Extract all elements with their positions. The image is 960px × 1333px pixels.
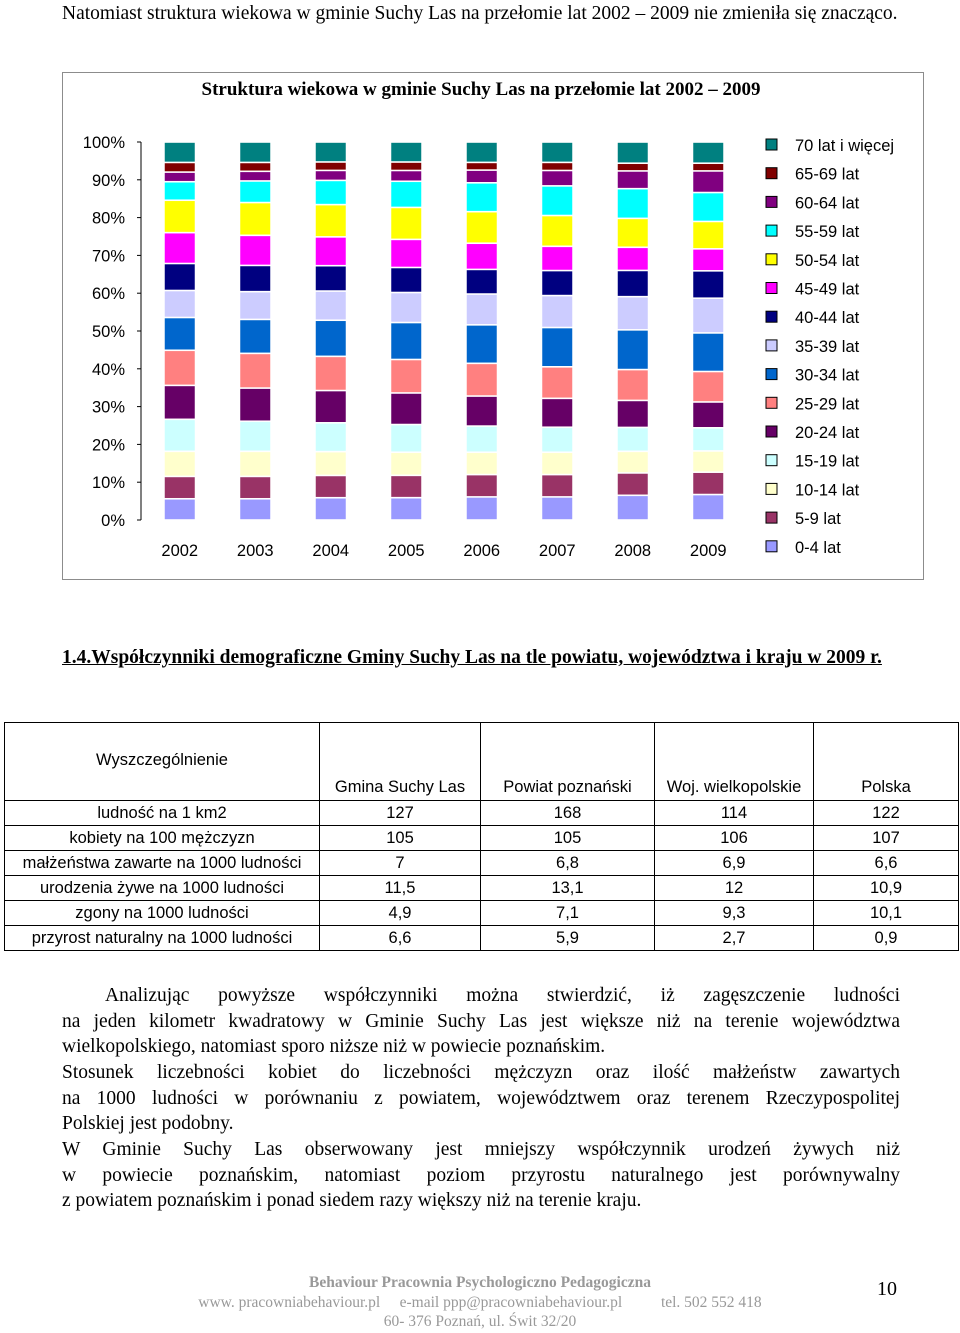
bar-segment: [693, 272, 723, 298]
legend-swatch: [766, 369, 777, 380]
paragraph-line: Stosunek liczebności kobiet do liczebności mężczyzn oraz ilość małżeństw zawartych: [62, 1062, 900, 1083]
bar-segment: [693, 372, 723, 401]
x-tick-label: 2003: [236, 542, 274, 560]
paragraph-line: Polskiej jest podobny.: [62, 1113, 234, 1135]
header-polska: Polska: [814, 723, 959, 801]
table-cell: 7,1: [481, 901, 655, 926]
bar-segment: [165, 201, 195, 232]
table-cell: 107: [814, 826, 959, 851]
bar-segment: [542, 475, 572, 496]
table-row: [5, 876, 959, 901]
bar-segment: [467, 397, 497, 425]
table-cell: 105: [320, 826, 481, 851]
bar-segment: [693, 334, 723, 371]
bar-segment: [542, 247, 572, 270]
chart-title: Struktura wiekowa w gminie Suchy Las na przełomie lat 2002 – 2009: [201, 79, 761, 100]
y-tick-label: 10%: [91, 474, 125, 493]
bar-segment: [391, 425, 421, 451]
bar-segment: [316, 181, 346, 204]
row-label: ludność na 1 km2: [5, 801, 320, 826]
bar-segment: [391, 143, 421, 161]
legend-swatch: [766, 225, 777, 236]
legend-swatch: [766, 283, 777, 294]
bar-segment: [618, 428, 648, 450]
legend-label: 70 lat i więcej: [795, 137, 895, 155]
bar-segment: [693, 250, 723, 270]
bar-segment: [467, 326, 497, 363]
bar-segment: [618, 297, 648, 329]
bar-segment: [467, 244, 497, 269]
x-tick-label: 2008: [614, 542, 652, 560]
bar-segment: [165, 500, 195, 520]
legend-swatch: [766, 311, 777, 322]
legend-label: 0-4 lat: [795, 538, 841, 557]
bar-segment: [618, 496, 648, 519]
table-cell: 114: [655, 801, 814, 826]
legend-label: 20-24 lat: [795, 424, 860, 442]
legend-swatch: [766, 426, 777, 437]
table-cell: 10,9: [814, 876, 959, 901]
bar-segment: [316, 163, 346, 170]
bar-segment: [618, 401, 648, 426]
table-cell: 2,7: [655, 926, 814, 951]
bar-segment: [240, 477, 270, 498]
legend-swatch: [766, 483, 777, 494]
bar-segment: [618, 248, 648, 270]
bar-segment: [165, 291, 195, 316]
paragraph-line: na 1000 ludności w porównaniu z powiatem, województwem oraz terenem Rzeczypospolitej: [62, 1087, 900, 1109]
table-row: [5, 851, 959, 876]
bar-segment: [240, 182, 270, 202]
bar-segment: [391, 498, 421, 519]
bar-segment: [165, 420, 195, 450]
bar-segment: [693, 452, 723, 472]
bar-segment: [316, 238, 346, 265]
table-cell: 6,9: [655, 851, 814, 876]
bar-segment: [316, 357, 346, 390]
bar-segment: [693, 172, 723, 192]
y-tick-label: 40%: [91, 360, 125, 379]
bar-segment: [542, 428, 572, 451]
bar-segment: [316, 266, 346, 290]
table-cell: 106: [655, 826, 814, 851]
footer-address: 60- 376 Poznań, ul. Świt 32/20: [383, 1313, 577, 1330]
legend-swatch: [766, 254, 777, 265]
x-tick-label: 2006: [463, 542, 501, 560]
bar-segment: [542, 271, 572, 294]
legend-swatch: [766, 541, 777, 552]
legend-label: 40-44 lat: [795, 309, 860, 328]
bar-segment: [467, 184, 497, 211]
paragraph-1: [62, 983, 900, 1060]
bar-segment: [542, 498, 572, 519]
bar-segment: [165, 452, 195, 475]
bar-segment: [542, 328, 572, 366]
bar-segment: [316, 452, 346, 474]
bar-segment: [240, 354, 270, 387]
table-cell: 11,5: [320, 876, 481, 901]
bar-segment: [316, 424, 346, 451]
paragraph-line: w powiecie poznańskim, natomiast poziom przyrostu naturalnego jest porównywalny: [62, 1164, 900, 1186]
bar-segment: [618, 189, 648, 217]
row-label: przyrost naturalny na 1000 ludności: [5, 926, 320, 951]
paragraph-line: Analizując powyższe współczynniki można stwierdzić, iż zagęszczenie ludności: [105, 985, 900, 1006]
bar-segment: [165, 477, 195, 498]
y-tick-label: 70%: [91, 247, 125, 266]
table-cell: 105: [481, 826, 655, 851]
bar-segment: [618, 172, 648, 188]
bar-segment: [693, 495, 723, 519]
x-tick-label: 2009: [689, 542, 727, 560]
bar-segment: [165, 233, 195, 262]
bar-segment: [467, 143, 497, 162]
table-cell: 10,1: [814, 901, 959, 926]
bar-segment: [316, 205, 346, 236]
bar-segment: [542, 296, 572, 326]
bar-segment: [240, 500, 270, 520]
bar-segment: [542, 216, 572, 245]
legend-label: 10-14 lat: [795, 481, 860, 500]
table-header-row: [5, 723, 959, 801]
bar-segment: [391, 171, 421, 180]
page-number: 10: [877, 1278, 897, 1300]
bar-segment: [391, 208, 421, 238]
bar-segment: [240, 143, 270, 162]
table-cell: 6,8: [481, 851, 655, 876]
table-row: [5, 901, 959, 926]
bar-segment: [316, 171, 346, 179]
table-cell: 122: [814, 801, 959, 826]
bar-segment: [542, 171, 572, 185]
bar-segment: [467, 364, 497, 395]
bar-segment: [165, 386, 195, 418]
bar-segment: [618, 143, 648, 163]
bar-segment: [240, 422, 270, 450]
table-row: [5, 801, 959, 826]
bar-segment: [618, 474, 648, 495]
y-tick-label: 0%: [101, 512, 125, 530]
bar-segment: [693, 429, 723, 451]
bar-segment: [240, 172, 270, 180]
bar-segment: [693, 164, 723, 170]
bar-segment: [165, 173, 195, 181]
bar-segment: [165, 183, 195, 200]
legend-label: 5-9 lat: [795, 510, 841, 529]
bar-segment: [391, 293, 421, 321]
bar-segment: [542, 187, 572, 215]
y-tick-label: 50%: [91, 323, 125, 341]
footer-org: Behaviour Pracownia Psychologiczno Pedagogiczna: [309, 1274, 651, 1291]
table-cell: 127: [320, 801, 481, 826]
bar-segment: [467, 163, 497, 169]
x-tick-label: 2004: [312, 542, 350, 560]
bar-segment: [240, 320, 270, 352]
bar-segment: [391, 268, 421, 291]
bar-segment: [467, 270, 497, 293]
bar-segment: [467, 212, 497, 242]
header-gmina: Gmina Suchy Las: [320, 723, 481, 801]
bar-segment: [240, 266, 270, 291]
bar-segment: [316, 292, 346, 320]
bar-segment: [391, 453, 421, 474]
header-wojewodztwo: Woj. wielkopolskie: [655, 723, 814, 801]
row-label: urodzenia żywe na 1000 ludności: [5, 876, 320, 901]
legend-swatch: [766, 455, 777, 466]
legend-swatch: [766, 139, 777, 150]
y-tick-label: 80%: [91, 209, 125, 228]
chart-canvas: [63, 73, 923, 579]
table-cell: 7: [320, 851, 481, 876]
legend-label: 55-59 lat: [795, 223, 860, 242]
table-cell: 0,9: [814, 926, 959, 951]
row-label: małżeństwa zawarte na 1000 ludności: [5, 851, 320, 876]
legend-label: 50-54 lat: [795, 251, 860, 270]
bar-segment: [693, 403, 723, 427]
header-wyszczegolnienie: Wyszczególnienie: [5, 723, 320, 801]
bar-segment: [467, 171, 497, 182]
bar-segment: [391, 476, 421, 497]
bar-segment: [165, 163, 195, 171]
y-tick-label: 90%: [91, 171, 125, 190]
y-tick-label: 30%: [91, 398, 125, 417]
paragraph-line: z powiatem poznańskim i ponad siedem razy większy niż na terenie kraju.: [62, 1190, 642, 1212]
table-cell: 6,6: [814, 851, 959, 876]
bar-segment: [693, 299, 723, 332]
legend-label: 60-64 lat: [795, 194, 860, 213]
row-label: kobiety na 100 mężczyzn: [5, 826, 320, 851]
bar-segment: [316, 143, 346, 161]
bar-segment: [316, 476, 346, 497]
bar-segment: [391, 360, 421, 392]
legend-label: 25-29 lat: [795, 395, 860, 414]
y-tick-label: 100%: [82, 134, 125, 152]
bar-segment: [467, 498, 497, 519]
table-cell: 13,1: [481, 876, 655, 901]
bar-segment: [693, 222, 723, 248]
bar-segment: [240, 452, 270, 475]
y-tick-label: 60%: [91, 285, 125, 304]
table-row: [5, 826, 959, 851]
bar-segment: [542, 143, 572, 162]
bar-segment: [467, 475, 497, 496]
bar-segment: [542, 399, 572, 426]
legend-label: 45-49 lat: [795, 280, 860, 299]
table-cell: 168: [481, 801, 655, 826]
x-tick-label: 2007: [538, 542, 576, 560]
table-cell: 9,3: [655, 901, 814, 926]
bar-segment: [316, 321, 346, 356]
footer-contact: www. pracowniabehaviour.pl e-mail ppp@pracowniabehaviour.pl tel. 502 552 418: [198, 1294, 762, 1311]
table-cell: 6,6: [320, 926, 481, 951]
bar-segment: [240, 389, 270, 421]
bar-segment: [391, 394, 421, 424]
bar-segment: [316, 499, 346, 520]
legend-swatch: [766, 512, 777, 523]
bar-segment: [391, 182, 421, 207]
bar-segment: [693, 193, 723, 220]
bar-segment: [618, 370, 648, 399]
header-powiat: Powiat poznański: [481, 723, 655, 801]
bar-segment: [467, 453, 497, 474]
paragraph-3: [62, 1137, 900, 1214]
bar-segment: [240, 163, 270, 170]
table-cell: 4,9: [320, 901, 481, 926]
bar-segment: [165, 318, 195, 349]
bar-segment: [618, 219, 648, 246]
legend-label: 65-69 lat: [795, 165, 860, 184]
bar-segment: [618, 452, 648, 472]
paragraph-2: [62, 1060, 900, 1137]
legend-swatch: [766, 196, 777, 207]
x-tick-label: 2002: [161, 542, 199, 560]
bar-segment: [542, 453, 572, 474]
age-structure-chart: [62, 72, 924, 580]
bar-segment: [316, 391, 346, 422]
bar-segment: [240, 292, 270, 318]
bar-segment: [693, 473, 723, 494]
bar-segment: [618, 331, 648, 369]
bar-segment: [618, 164, 648, 170]
bar-segment: [542, 163, 572, 169]
intro-paragraph: Natomiast struktura wiekowa w gminie Suchy Las na przełomie lat 2002 – 2009 nie zmieniła się znacząco.: [62, 3, 898, 24]
bar-segment: [693, 143, 723, 163]
bar-segment: [391, 240, 421, 266]
bar-segment: [391, 323, 421, 358]
bar-segment: [618, 271, 648, 296]
table-cell: 12: [655, 876, 814, 901]
bar-segment: [391, 163, 421, 170]
bar-segment: [240, 236, 270, 264]
legend-swatch: [766, 340, 777, 351]
bar-segment: [165, 143, 195, 162]
row-label: zgony na 1000 ludności: [5, 901, 320, 926]
y-tick-label: 20%: [91, 436, 125, 455]
demographics-table: [4, 722, 959, 951]
bar-segment: [542, 368, 572, 398]
paragraph-line: na jeden kilometr kwadratowy w Gminie Suchy Las jest większe niż na terenie województwa: [62, 1010, 900, 1032]
x-tick-label: 2005: [387, 542, 425, 560]
section-heading: 1.4.Współczynniki demograficzne Gminy Suchy Las na tle powiatu, województwa i kraju w 2009 r.: [62, 647, 882, 668]
bar-segment: [165, 264, 195, 289]
legend-label: 15-19 lat: [795, 452, 860, 471]
bar-segment: [165, 351, 195, 385]
bar-segment: [467, 427, 497, 452]
bar-segment: [467, 295, 497, 324]
legend-label: 35-39 lat: [795, 337, 860, 356]
legend-swatch: [766, 397, 777, 408]
legend-label: 30-34 lat: [795, 366, 860, 385]
paragraph-line: W Gminie Suchy Las obserwowany jest mniejszy współczynnik urodzeń żywych niż: [62, 1139, 900, 1160]
table-row: [5, 926, 959, 951]
paragraph-line: wielkopolskiego, natomiast sporo niższe niż w powiecie poznańskim.: [62, 1036, 606, 1058]
legend-swatch: [766, 168, 777, 179]
table-cell: 5,9: [481, 926, 655, 951]
bar-segment: [240, 203, 270, 234]
